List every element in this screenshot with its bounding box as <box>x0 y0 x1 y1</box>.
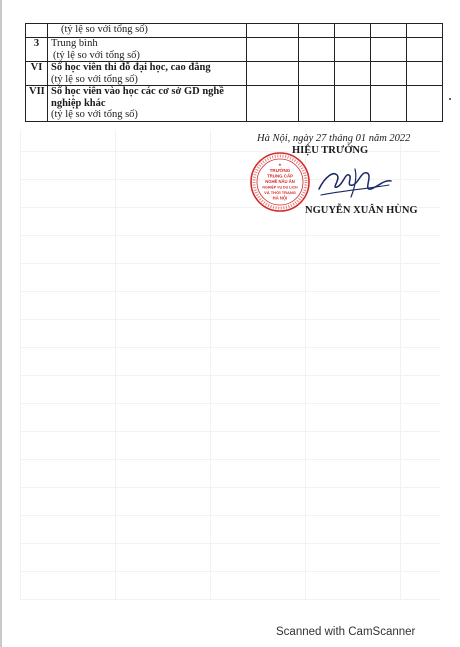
svg-text:★: ★ <box>278 162 282 167</box>
table-cell <box>299 62 335 86</box>
page-edge <box>0 0 2 647</box>
table-cell <box>299 38 335 62</box>
row-label: Trung bình <box>51 38 98 49</box>
row-note: (tỷ lệ so với tổng số) <box>61 24 148 35</box>
row-note: (tỷ lệ so với tổng số) <box>53 49 140 61</box>
table-cell <box>371 62 407 86</box>
row-number: VI <box>26 62 48 86</box>
svg-text:HÀ NỘI: HÀ NỘI <box>272 195 288 201</box>
table-row <box>26 86 443 122</box>
row-description <box>48 24 247 38</box>
table-cell <box>335 38 371 62</box>
handwritten-signature <box>315 163 395 203</box>
row-label: Số học viên thi đỗ đại học, cao đẳng <box>51 62 211 73</box>
table-cell <box>335 24 371 38</box>
statistics-table <box>25 23 443 122</box>
row-description <box>48 38 247 62</box>
table-cell <box>407 62 443 86</box>
svg-text:TRƯỜNG: TRƯỜNG <box>269 168 291 173</box>
row-number <box>26 24 48 38</box>
table-cell <box>299 24 335 38</box>
official-seal-stamp <box>249 151 311 213</box>
table-cell <box>247 86 299 122</box>
row-label: Số học viên vào học các cơ sở GD nghề nghiệp khác <box>51 86 224 109</box>
table-row <box>26 24 443 38</box>
row-note: (tỷ lệ so với tổng số) <box>51 109 138 120</box>
table-cell <box>407 86 443 122</box>
table-cell <box>407 24 443 38</box>
row-description <box>48 86 247 122</box>
table-cell <box>247 24 299 38</box>
table-cell <box>371 86 407 122</box>
table-cell <box>371 24 407 38</box>
row-number: VII <box>26 86 48 122</box>
svg-text:NGHIỆP VỤ DU LỊCH: NGHIỆP VỤ DU LỊCH <box>262 185 298 190</box>
signing-date: Hà Nội, ngày 27 tháng 01 năm 2022 <box>257 133 411 144</box>
table-cell <box>299 86 335 122</box>
table-cell <box>247 62 299 86</box>
table-cell <box>247 38 299 62</box>
table-cell <box>371 38 407 62</box>
table-cell <box>335 86 371 122</box>
signer-name: NGUYỄN XUÂN HÙNG <box>305 205 418 216</box>
svg-text:TRUNG CẤP: TRUNG CẤP <box>266 173 294 179</box>
row-number: 3 <box>26 38 48 62</box>
scanner-watermark: Scanned with CamScanner <box>276 626 416 638</box>
scan-speck <box>449 98 451 100</box>
row-description <box>48 62 247 86</box>
signature-block <box>235 133 435 228</box>
table-cell <box>407 38 443 62</box>
svg-text:NGHỀ NẤU ĂN: NGHỀ NẤU ĂN <box>265 179 295 184</box>
table-cell <box>335 62 371 86</box>
table-row <box>26 38 443 62</box>
row-note: (tỷ lệ so với tổng số) <box>51 73 138 85</box>
svg-text:VÀ THỜI TRANG: VÀ THỜI TRANG <box>264 190 296 195</box>
table-row <box>26 62 443 86</box>
signer-title: HIỆU TRƯỞNG <box>292 145 369 156</box>
